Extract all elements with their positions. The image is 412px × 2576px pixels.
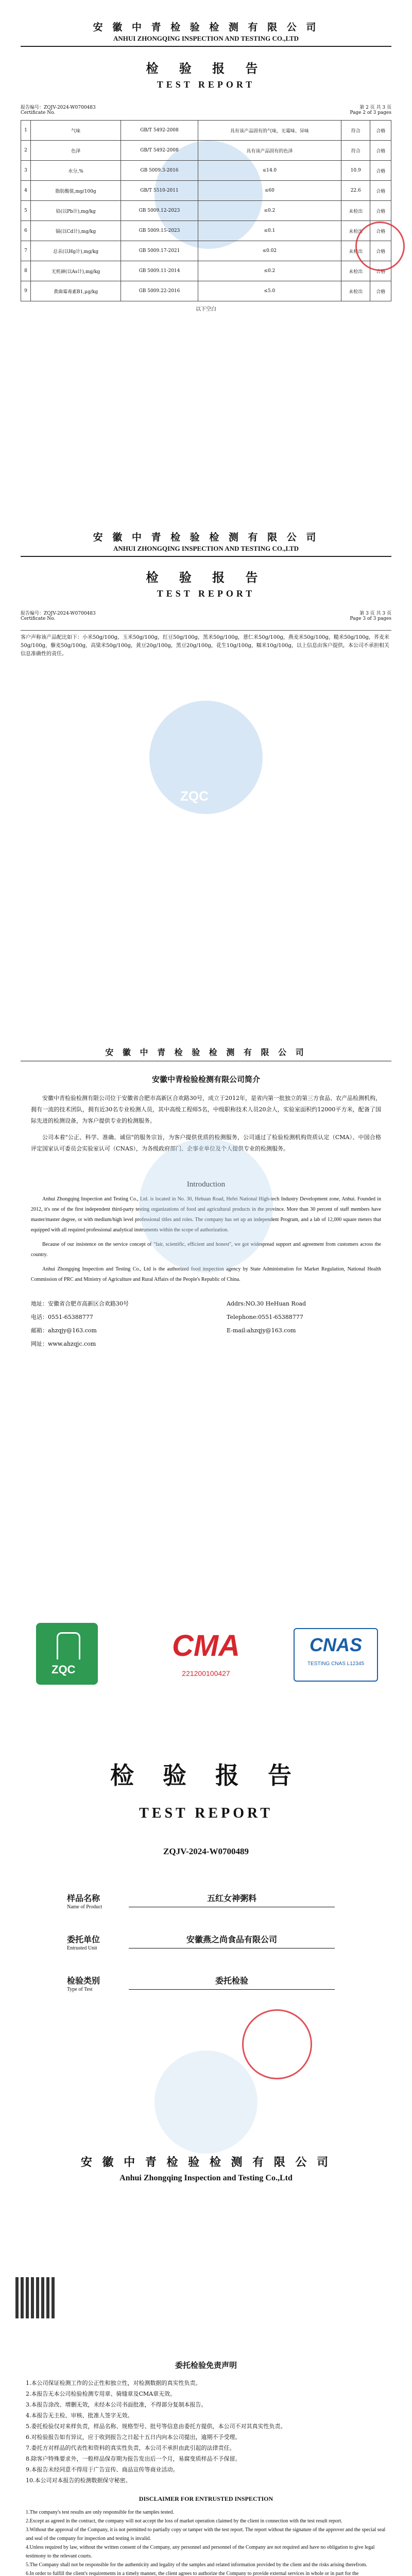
cell-item: 黄曲霉毒素B1,μg/kg xyxy=(30,281,121,301)
cover-report-number: ZQJV-2024-W0700489 xyxy=(163,1846,249,1856)
cover-field-label: 检验类别 xyxy=(67,1976,100,1986)
cell-std: GB/T 5492-2008 xyxy=(121,141,198,161)
cell-judge: 合格 xyxy=(370,221,391,241)
cover-field xyxy=(67,1929,345,1960)
intro-paragraph: Because of our insistence on the service concept of "fair, scientific, efficient and honest", we got widespread support and agreement from customers across the country. xyxy=(31,1242,381,1258)
report-meta xyxy=(21,104,391,120)
profile-paragraph: 安徽中青检验检测有限公司位于安徽省合肥市高新区合欢路30号，成立于2012年，是省内第一批独立的第三方食品、农产品检测机构，拥有一流的技术团队，拥有近30名专业检测人员，其中高级工程师5名，中级职称技术人员20余人，实验室面积约12000平方米，配备了国际先进的检测设备，为客户提供专业的检测服务。 xyxy=(31,1095,381,1124)
page-count: 第 2 页 共 3 页 xyxy=(359,105,391,110)
cell-req: 具有该产品固有的气味，无霉味、异味 xyxy=(198,121,341,141)
certificate-number: 报告编号：ZQJV-2024-W0700483 xyxy=(21,611,96,616)
report-title-en: TEST REPORT xyxy=(157,588,255,599)
cover-field-value: 委托检验 xyxy=(129,1974,335,1990)
cell-judge: 合格 xyxy=(370,241,391,261)
cell-result: 未检出 xyxy=(341,241,370,261)
cell-judge: 合格 xyxy=(370,161,391,181)
cell-result: 未检出 xyxy=(341,201,370,221)
table-row xyxy=(21,241,391,261)
formula-remark: 客户声称该产品配比如下：小米50g/100g，玉米50g/100g，红豆50g/100g，黑米50g/100g，薏仁米50g/100g，燕麦米50g/100g，糙米50g/100g，荞麦米50g/100g，藜麦50g/100g，高粱米50g/100g，黄豆20g/100g，黑豆20g/100g，花生10g/100g，糯米10g/100g，以上信息由客户提供，本公司不承担相关信息准确性的责任。 xyxy=(21,630,391,658)
report-title-zh: 检 验 报 告 xyxy=(146,61,266,76)
disclaimer-item: 6.对检验报告如有异议，应于收到报告之日起十五日内向本公司提出，逾期不予受理。 xyxy=(26,2434,241,2441)
certificate-number: 报告编号：ZQJV-2024-W0700483 xyxy=(21,105,96,110)
cover-title-zh: 检 验 报 告 xyxy=(110,1761,302,1789)
zqc-logo-text: ZQC xyxy=(52,1663,76,1676)
page-count-en: Page 2 of 3 pages xyxy=(350,110,391,115)
table-row xyxy=(21,181,391,201)
cover-footer-zh: 安 徽 中 青 检 验 检 测 有 限 公 司 xyxy=(80,2156,332,2169)
zqc-watermark-text: ZQC xyxy=(180,788,209,804)
cell-req: ≤60 xyxy=(198,181,341,201)
disclaimer-item: 10.本公司对本报告的检测数据保守秘密。 xyxy=(26,2477,131,2484)
cell-no: 9 xyxy=(21,281,31,301)
scale-icon xyxy=(57,1632,80,1659)
intro-paragraph: Anhui Zhongqing Inspection and Testing Co., Ltd. is located in No. 30, Hehuan Road, Hefei National High-tech Industry Development zone, Anhui. Founded in 2012, it's one of the first independent third-party testing organizations of food and agricultural products in the province. More than 30 percent of staff members have master/master degree, or with medium/high level professional titles and roles. The company has set up an independent Program, and a lab of 12,000 square meters that equipped with all required professional analytical instruments within the scope of authorization. xyxy=(31,1196,381,1233)
intro-paragraph: Anhui Zhongqing Inspection and Testing Co., Ltd is the authorized food inspection agency by State Administration for Market Regulation, National Health Commission of PRC and Ministry of Agriculture and Rural Affairs of the People's Republic of China. xyxy=(31,1266,381,1282)
company-profile-page xyxy=(0,1030,412,1587)
report-title-zh: 检 验 报 告 xyxy=(146,570,266,585)
cma-logo-text: CMA xyxy=(171,1629,241,1663)
profile-heading: 安徽中青检验检测有限公司简介 xyxy=(151,1075,260,1084)
cover-field-label: 委托单位 xyxy=(67,1935,100,1944)
cell-judge: 合格 xyxy=(370,261,391,281)
company-name-en: ANHUI ZHONGQING INSPECTION AND TESTING CO.,LTD xyxy=(113,545,299,552)
qr-code xyxy=(15,2277,57,2318)
disclaimer-item: 4.本报告无主检、审核、批准人签字无效。 xyxy=(26,2412,133,2419)
table-row xyxy=(21,121,391,141)
cell-req: ≤0.2 xyxy=(198,261,341,281)
cover-field-label-en: Entrusted Unit xyxy=(67,1945,97,1951)
disclaimer-item: 8.除客户特殊要求外，一般样品保存期为报告发出后一个月，易腐变质样品不予保留。 xyxy=(26,2455,241,2462)
cover-field-value: 安徽燕之尚食品有限公司 xyxy=(129,1933,335,1948)
table-remark: 以下空白 xyxy=(196,307,216,312)
cma-number: 221200100427 xyxy=(182,1669,230,1677)
report-meta xyxy=(21,609,391,626)
cell-judge: 合格 xyxy=(370,121,391,141)
cell-result: 未检出 xyxy=(341,261,370,281)
email-en: E-mail:ahzqjy@163.com xyxy=(227,1327,296,1334)
disclaimer-item: 1.本公司保证检测工作的公正性和独立性，对检测数据的真实性负责。 xyxy=(26,2380,201,2386)
company-name-zh: 安 徽 中 青 检 验 检 测 有 限 公 司 xyxy=(105,1047,307,1057)
cell-no: 5 xyxy=(21,201,31,221)
cell-judge: 合格 xyxy=(370,181,391,201)
cell-item: 脂肪酸值,mg/100g xyxy=(30,181,121,201)
disclaimer-heading-zh: 委托检验免责声明 xyxy=(175,2361,237,2370)
cell-req: ≤5.0 xyxy=(198,281,341,301)
report-page-3 xyxy=(0,515,412,1020)
cell-std: GB 5009.11-2014 xyxy=(121,261,198,281)
cell-no: 3 xyxy=(21,161,31,181)
cell-std: GB 5009.15-2023 xyxy=(121,221,198,241)
disclaimer-item: 3.Without the approval of the Company, it is not permitted to partially copy or tamper with the test report. The report without the signature of the approver and the special seal and seal of the company for inspection and testing is invalid. xyxy=(26,2527,386,2541)
cell-result: 10.9 xyxy=(341,161,370,181)
cell-item: 铅(以Pb计),mg/kg xyxy=(30,201,121,221)
cover-footer-en: Anhui Zhongqing Inspection and Testing Co.,Ltd xyxy=(119,2174,293,2182)
cell-no: 6 xyxy=(21,221,31,241)
cell-judge: 合格 xyxy=(370,281,391,301)
accreditation-logos xyxy=(0,1613,412,1710)
cell-req: ≤0.2 xyxy=(198,201,341,221)
cover-field-value: 五红女神粥料 xyxy=(129,1892,335,1907)
cell-req: 具有该产品固有的色泽 xyxy=(198,141,341,161)
certificate-number-en: Certificate No. xyxy=(21,110,56,115)
disclaimer-list-zh xyxy=(26,2378,386,2486)
address-zh: 地址：安徽省合肥市高新区合欢路30号 xyxy=(31,1300,129,1307)
disclaimer-item: 6.In order to fulfill the client's requirements in a timely manner, the client agrees to authorize the Company to provide external services in whole or in part for the xyxy=(26,2571,359,2576)
cell-std: GB/T 5510-2011 xyxy=(121,181,198,201)
table-row xyxy=(21,161,391,181)
disclaimer-item: 2.Except as agreed in the contract, the company will not accept the loss of market operation claimed by the client in connection with the test result report. xyxy=(26,2518,342,2524)
profile-paragraph: 公司本着"公正、科学、准确、诚信"的服务宗旨，为客户提供优质的检测服务，公司通过了检验检测机构资质认定（CMA）、中国合格评定国家认可委员会实验室认可（CNAS），为各级政府部门、企事业单位及个人提供专业的检测服务。 xyxy=(31,1134,381,1152)
cell-std: GB 5009.12-2023 xyxy=(121,201,198,221)
cell-result: 符合 xyxy=(341,141,370,161)
cover-field-label-en: Type of Test xyxy=(67,1987,93,1992)
zqc-logo xyxy=(36,1623,98,1685)
cell-item: 气味 xyxy=(30,121,121,141)
disclaimer-item: 5.委托检验仅对来样负责，样品名称、规格型号、批号等信息由委托方提供，本公司不对其真实性负责。 xyxy=(26,2423,286,2430)
cell-no: 8 xyxy=(21,261,31,281)
report-title-en: TEST REPORT xyxy=(157,79,255,90)
page-count: 第 3 页 共 3 页 xyxy=(359,611,391,616)
cell-no: 1 xyxy=(21,121,31,141)
disclaimer-item: 5.The Company shall not be responsible for the authenticity and legality of the samples and related information provided by the client and the risks arising therefrom. xyxy=(26,2562,367,2568)
cell-req: ≤0.1 xyxy=(198,221,341,241)
disclaimer-item: 4.Unless required by law, without the written consent of the Company, any personnel and personnel of the Company are not required and have no obligation to give legal testimony to the relevant courts. xyxy=(26,2545,375,2559)
test-results-table xyxy=(21,120,391,301)
address-en: Addrs:NO.30 HeHuan Road xyxy=(227,1300,306,1307)
certificate-number-en: Certificate No. xyxy=(21,616,56,621)
disclaimer-page xyxy=(0,2267,412,2576)
cell-result: 未检出 xyxy=(341,281,370,301)
cell-judge: 合格 xyxy=(370,141,391,161)
disclaimer-item: 3.本报告涂改、增删无效，未经本公司书面批准，不得部分复制本报告。 xyxy=(26,2401,207,2408)
cell-std: GB 5009.22-2016 xyxy=(121,281,198,301)
company-name-zh: 安 徽 中 青 检 验 检 测 有 限 公 司 xyxy=(93,532,319,543)
cover-field xyxy=(67,1970,345,2001)
disclaimer-item: 7.委托方对样品的代表性和资料的真实性负责，本公司不承担由此引起的法律责任。 xyxy=(26,2445,235,2451)
disclaimer-heading-en: DISCLAIMER FOR ENTRUSTED INSPECTION xyxy=(139,2495,273,2502)
cnas-logo-text: CNAS xyxy=(309,1634,362,1655)
cell-judge: 合格 xyxy=(370,201,391,221)
table-row xyxy=(21,221,391,241)
cell-req: ≤0.02 xyxy=(198,241,341,261)
cell-no: 4 xyxy=(21,181,31,201)
table-row xyxy=(21,201,391,221)
telephone-zh: 电话：0551-65388777 xyxy=(31,1314,93,1320)
cover-fields xyxy=(67,1888,412,2022)
disclaimer-item: 2.本报告无本公司检验检测专用章、骑缝章及CMA章无效。 xyxy=(26,2391,176,2397)
cell-item: 无机砷(以As计),mg/kg xyxy=(30,261,121,281)
cnas-subtitle: TESTING CNAS L12345 xyxy=(307,1661,365,1667)
cell-std: GB/T 5492-2008 xyxy=(121,121,198,141)
report-page-2 xyxy=(0,0,412,510)
zqc-watermark xyxy=(154,2050,258,2154)
contact-block xyxy=(31,1297,381,1354)
introduction-heading: Introduction xyxy=(186,1180,226,1189)
cover-page xyxy=(0,1597,412,2257)
cell-req: ≤14.0 xyxy=(198,161,341,181)
cell-result: 符合 xyxy=(341,121,370,141)
cover-field-label-en: Name of Product xyxy=(67,1904,102,1910)
table-row xyxy=(21,281,391,301)
cma-logo xyxy=(170,1623,242,1685)
cover-field-label: 样品名称 xyxy=(67,1893,100,1903)
cell-item: 总汞(以Hg计),mg/kg xyxy=(30,241,121,261)
cell-std: GB 5009.3-2016 xyxy=(121,161,198,181)
cnas-logo xyxy=(294,1628,378,1682)
table-row xyxy=(21,141,391,161)
cell-result: 22.6 xyxy=(341,181,370,201)
cell-no: 7 xyxy=(21,241,31,261)
cell-item: 镉(以Cd计),mg/kg xyxy=(30,221,121,241)
zqc-watermark xyxy=(139,1139,273,1273)
cell-result: 未检出 xyxy=(341,221,370,241)
cover-title-en: TEST REPORT xyxy=(139,1805,273,1821)
company-name-en: ANHUI ZHONGQING INSPECTION AND TESTING CO.,LTD xyxy=(113,35,299,42)
website: 网址：www.ahzqjc.com xyxy=(31,1341,96,1347)
disclaimer-item: 9.本报告未经同意不得用于广告宣传、商品宣传等商业活动。 xyxy=(26,2466,179,2473)
email-zh: 邮箱：ahzqjy@163.com xyxy=(31,1327,97,1334)
cell-no: 2 xyxy=(21,141,31,161)
table-row xyxy=(21,261,391,281)
cover-field xyxy=(67,1888,345,1919)
telephone-en: Telephone:0551-65388777 xyxy=(227,1314,303,1320)
company-name-zh: 安 徽 中 青 检 验 检 测 有 限 公 司 xyxy=(93,22,319,33)
cell-std: GB 5009.17-2021 xyxy=(121,241,198,261)
page-count-en: Page 3 of 3 pages xyxy=(350,616,391,621)
disclaimer-list-en xyxy=(26,2508,386,2576)
inspection-seal xyxy=(355,222,405,271)
cell-item: 水分,% xyxy=(30,161,121,181)
company-seal xyxy=(242,2009,312,2079)
disclaimer-item: 1.The company's test results are only responsible for the samples tested. xyxy=(26,2510,174,2515)
cell-item: 色泽 xyxy=(30,141,121,161)
